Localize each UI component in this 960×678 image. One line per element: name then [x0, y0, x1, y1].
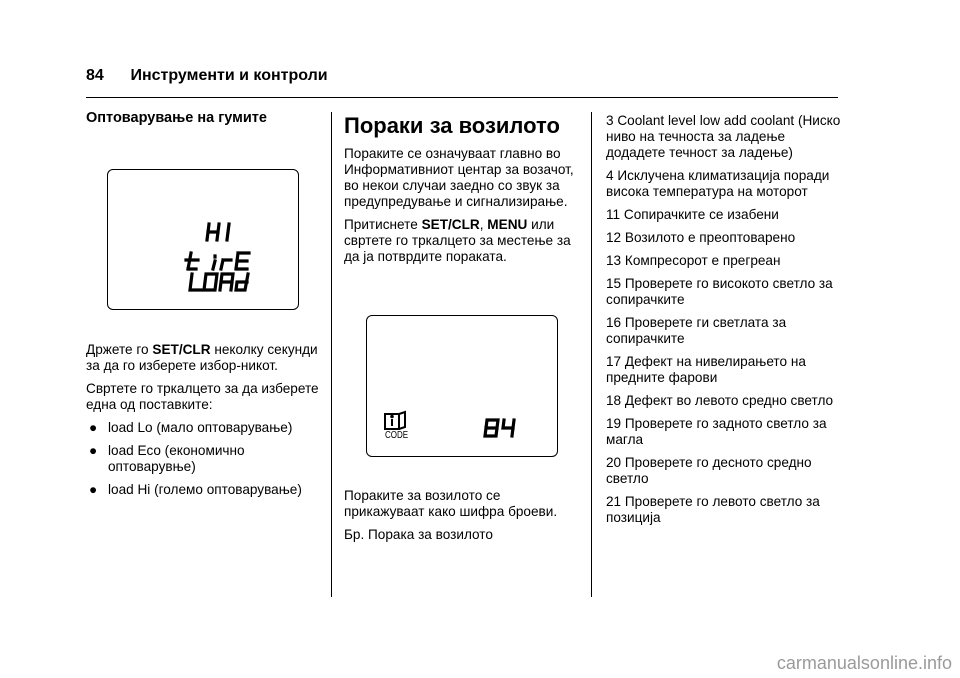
confirm-text-b: или свртете го тркалцето за местење за да ја потврдите пораката. — [344, 217, 571, 264]
list-item: 15 Проверете го високото светло за сопирачките — [606, 276, 833, 307]
list-item: 20 Проверете го десното средно светло — [606, 455, 812, 486]
info-book-icon — [385, 412, 405, 429]
list-item: 21 Проверете го левото светло за позиција — [606, 494, 820, 525]
messages-intro: Пораките се означуваат главно во Информативниот центар за возачот, во некои случаи заедно со звук за предупредување и сигнализирање. — [344, 146, 574, 209]
menu-label: MENU — [487, 217, 528, 232]
list-item: 11 Сопирачките се изабени — [606, 207, 779, 222]
bullet-icon: ● — [89, 443, 98, 458]
page-header — [86, 67, 328, 85]
list-item: 13 Компресорот е прегреан — [606, 253, 781, 268]
instruction-hold-text-a: Држете го — [86, 342, 153, 357]
bullet-text: load Hi (големо оптоварување) — [108, 482, 302, 497]
tire-load-lcd-segments — [108, 170, 298, 309]
list-item: 17 Дефект на нивелирањето на предните фарови — [606, 354, 806, 385]
chapter-title: Инструменти и контроли — [130, 67, 328, 84]
instruction-hold-text-b: неколку секунди за да го изберете избор-никот. — [86, 342, 318, 373]
bullet-text: load Lo (мало оптоварување) — [108, 420, 293, 435]
column-tire-load — [86, 110, 322, 126]
code-label: CODE — [385, 430, 409, 441]
site-watermark: carmanualsonline.info — [776, 653, 952, 673]
list-item: 4 Исклучена климатизација поради висока температура на моторот — [606, 168, 830, 199]
code-number-segments — [485, 420, 514, 436]
code-display-figure — [366, 315, 558, 457]
list-item — [86, 420, 326, 436]
list-item: 18 Дефект во левото средно светло — [606, 393, 834, 408]
messages-confirm — [344, 217, 580, 265]
bullet-text: load Eco (економично оптоварувње) — [108, 443, 245, 474]
header-divider — [86, 97, 838, 98]
bullet-icon: ● — [89, 420, 98, 435]
list-item: 16 Проверете ги светлата за сопирачките — [606, 315, 787, 346]
list-item: 12 Возилото е преоптоварено — [606, 230, 796, 245]
confirm-text-a: Притиснете — [344, 217, 422, 232]
list-item: 19 Проверете го задното светло за магла — [606, 416, 827, 447]
column-tire-load-text — [86, 342, 326, 505]
page-number: 84 — [86, 67, 104, 84]
section-title-vehicle-messages: Пораки за возилото — [344, 113, 560, 138]
set-clr-label: SET/CLR — [152, 342, 211, 357]
instruction-hold — [86, 342, 326, 374]
bullet-icon: ● — [89, 482, 98, 497]
column-vehicle-messages-lower — [344, 488, 584, 550]
column-divider-1 — [331, 112, 332, 597]
tire-load-display-figure — [107, 169, 299, 310]
list-item — [86, 443, 326, 475]
column-message-list — [606, 113, 842, 533]
messages-table-header: Бр. Порака за возилото — [344, 527, 493, 542]
instruction-turn: Свртете го тркалцето за да изберете една од поставките: — [86, 381, 319, 412]
list-item: 3 Coolant level low add coolant (Ниско ниво на течноста за ладење додадете течност за ладење) — [606, 113, 841, 160]
messages-format: Пораките за возилото се прикажуваат како шифра броеви. — [344, 488, 558, 519]
list-item — [86, 482, 326, 498]
set-clr-label: SET/CLR — [421, 217, 480, 232]
section-title-tire-load: Оптоварување на гумите — [86, 110, 267, 126]
confirm-text-sep: , — [479, 217, 488, 232]
column-vehicle-messages — [344, 113, 580, 272]
column-divider-2 — [591, 112, 592, 597]
